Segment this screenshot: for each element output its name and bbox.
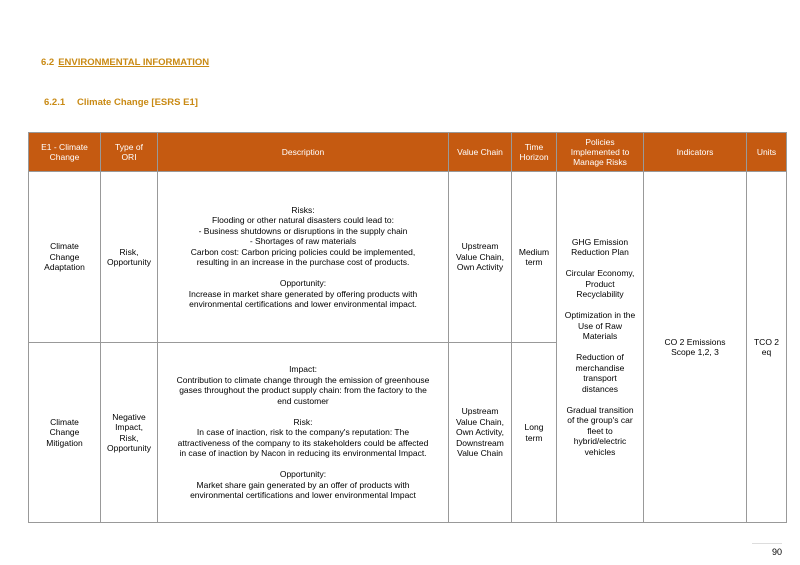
header-topic: E1 - Climate Change bbox=[29, 133, 101, 172]
table-row bbox=[29, 172, 787, 343]
table-header-row bbox=[29, 133, 787, 172]
description-cell: Impact: Contribution to climate change through the emission of greenhouse gases throughout the product supply chain: from the factory to the end customer Risk: In case of inaction, risk to the company's reputation: The attractiveness of the company to its stakeholders could be affected in case of inaction by Nacon in reducing its environmental Impact. Opportunity: Market share gain generated by an offer of products with environmental certifications and lower environmental Impact bbox=[158, 343, 449, 523]
value-chain-cell: Upstream Value Chain, Own Activity, Downstream Value Chain bbox=[449, 343, 512, 523]
header-units: Units bbox=[747, 133, 787, 172]
header-value-chain: Value Chain bbox=[449, 133, 512, 172]
policies-cell: GHG Emission Reduction Plan Circular Economy, Product Recyclability Optimization in the Use of Raw Materials Reduction of merchandise transport distances Gradual transition of the group's car fleet to hybrid/electric vehicles bbox=[557, 172, 644, 523]
section-heading bbox=[41, 57, 209, 68]
header-type: Type of ORI bbox=[101, 133, 158, 172]
subsection-title: Climate Change [ESRS E1] bbox=[77, 97, 198, 108]
header-description: Description bbox=[158, 133, 449, 172]
description-cell: Risks: Flooding or other natural disasters could lead to: - Business shutdowns or disruptions in the supply chain - Shortages of raw materials Carbon cost: Carbon pricing policies could be implemented, resulting in an increase in the purchase cost of products. Opportunity: Increase in market share generated by offering products with environmental certifications and lower environmental impact. bbox=[158, 172, 449, 343]
climate-change-table bbox=[28, 132, 787, 523]
indicators-cell: CO 2 Emissions Scope 1,2, 3 bbox=[644, 172, 747, 523]
topic-cell: Climate Change Adaptation bbox=[29, 172, 101, 343]
page-number: 90 bbox=[752, 543, 782, 557]
header-policies: Policies Implemented to Manage Risks bbox=[557, 133, 644, 172]
subsection-heading bbox=[44, 97, 198, 108]
type-cell: Risk, Opportunity bbox=[101, 172, 158, 343]
type-cell: Negative Impact, Risk, Opportunity bbox=[101, 343, 158, 523]
units-cell: TCO 2 eq bbox=[747, 172, 787, 523]
time-horizon-cell: Long term bbox=[512, 343, 557, 523]
header-indicators: Indicators bbox=[644, 133, 747, 172]
value-chain-cell: Upstream Value Chain, Own Activity bbox=[449, 172, 512, 343]
section-title: ENVIRONMENTAL INFORMATION bbox=[58, 57, 210, 68]
time-horizon-cell: Medium term bbox=[512, 172, 557, 343]
subsection-number: 6.2.1 bbox=[44, 97, 66, 108]
header-time-horizon: Time Horizon bbox=[512, 133, 557, 172]
section-number: 6.2 bbox=[41, 57, 55, 68]
topic-cell: Climate Change Mitigation bbox=[29, 343, 101, 523]
